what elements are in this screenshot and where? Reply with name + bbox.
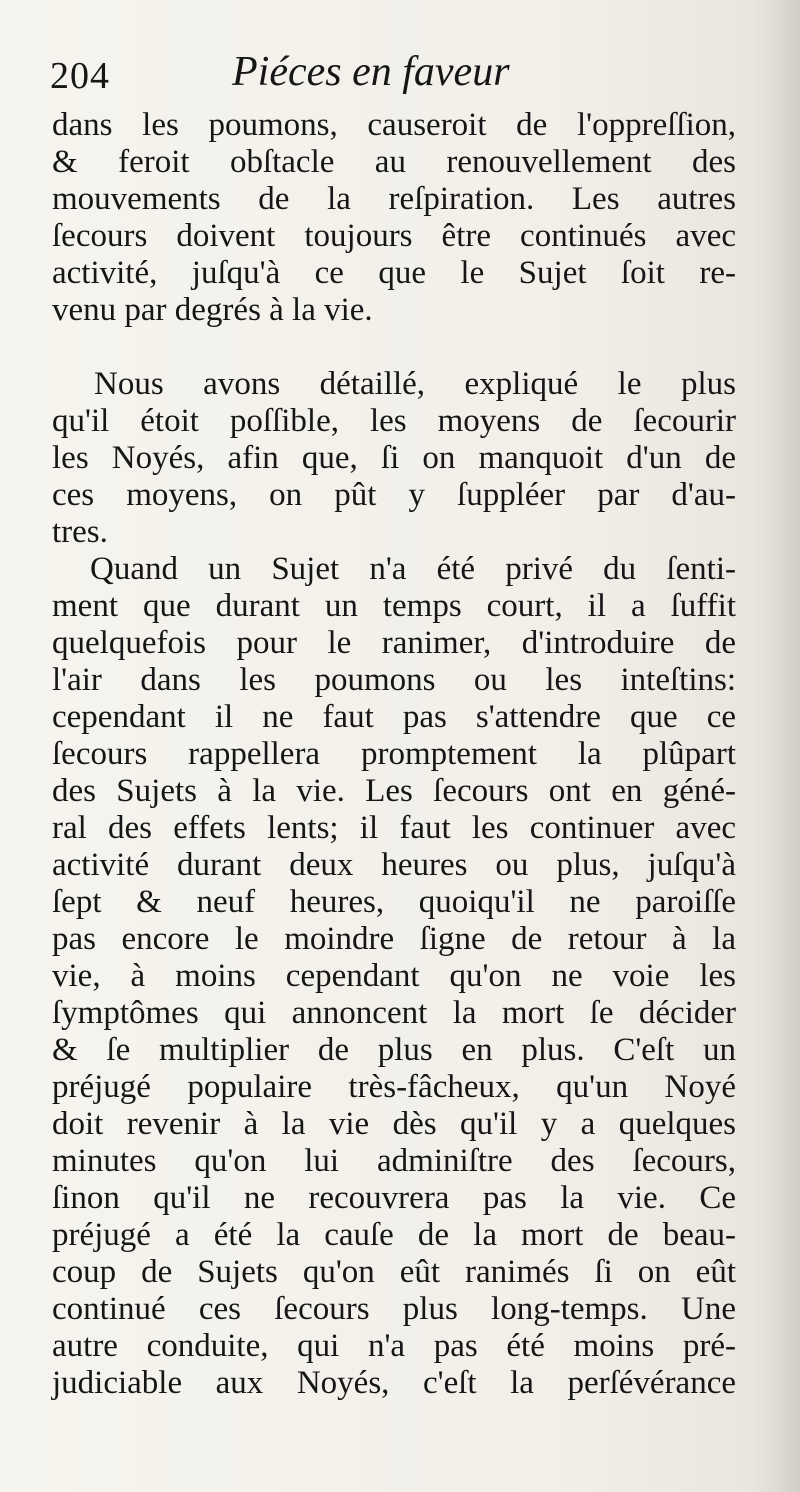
text-line: venu par degrés à la vie. [52,292,373,328]
text-line: pas encore le moindre ſigne de retour à la [52,921,736,957]
page-edge-shadow [752,0,800,1492]
page-number: 204 [50,55,110,97]
page-header [50,48,750,108]
paragraph [52,551,736,1402]
text-line: mouvements de la reſpiration. Les autres [52,181,736,217]
text-line: Quand un Sujet n'a été privé du ſenti- [90,551,736,587]
text-line: ſinon qu'il ne recouvrera pas la vie. Ce [52,1180,736,1216]
text-line: ment que durant un temps court, il a ſuffit [52,588,736,624]
paragraph [52,366,736,551]
text-line: ces moyens, on pût y ſuppléer par d'au- [52,477,736,513]
text-line: doit revenir à la vie dès qu'il y a quelques [52,1106,736,1142]
text-line: autre conduite, qui n'a pas été moins pré- [52,1328,736,1364]
text-line: coup de Sujets qu'on eût ranimés ſi on eût [52,1254,736,1290]
text-line: des Sujets à la vie. Les ſecours ont en géné- [52,773,736,809]
text-line: minutes qu'on lui adminiſtre des ſecours, [52,1143,736,1179]
text-line: cependant il ne faut pas s'attendre que ce [52,699,736,735]
text-line: préjugé a été la cauſe de la mort de beau- [52,1217,736,1253]
text-line: qu'il étoit poſſible, les moyens de ſecourir [52,403,736,439]
paragraph-gap [52,329,736,366]
text-line: & ſe multiplier de plus en plus. C'eſt un [52,1032,736,1068]
text-line: & feroit obſtacle au renouvellement des [52,144,736,180]
text-line: judiciable aux Noyés, c'eſt la perſévérance [52,1365,736,1401]
text-line: préjugé populaire très-fâcheux, qu'un Noyé [52,1069,736,1105]
body-text [52,107,736,1402]
text-line: vie, à moins cependant qu'on ne voie les [52,958,736,994]
text-line: activité, juſqu'à ce que le Sujet ſoit re- [52,255,736,291]
text-line: Nous avons détaillé, expliqué le plus [94,366,736,402]
text-line: ſept & neuf heures, quoiqu'il ne paroiſſe [52,884,736,920]
text-line: l'air dans les poumons ou les inteſtins: [52,662,736,698]
text-line: les Noyés, afin que, ſi on manquoit d'un de [52,440,736,476]
text-line: dans les poumons, causeroit de l'oppreſſion, [52,107,736,143]
text-line: continué ces ſecours plus long-temps. Une [52,1291,736,1327]
text-line: ral des effets lents; il faut les continuer avec [52,810,736,846]
text-line: ſecours rappellera promptement la plûpart [52,736,736,772]
text-line: ſymptômes qui annoncent la mort ſe décider [52,995,736,1031]
paragraph [52,107,736,329]
text-line: tres. [52,514,108,550]
text-line: quelquefois pour le ranimer, d'introduire de [52,625,736,661]
running-title: Piéces en faveur [232,49,510,95]
text-line: ſecours doivent toujours être continués avec [52,218,736,254]
text-line: activité durant deux heures ou plus, juſqu'à [52,847,736,883]
